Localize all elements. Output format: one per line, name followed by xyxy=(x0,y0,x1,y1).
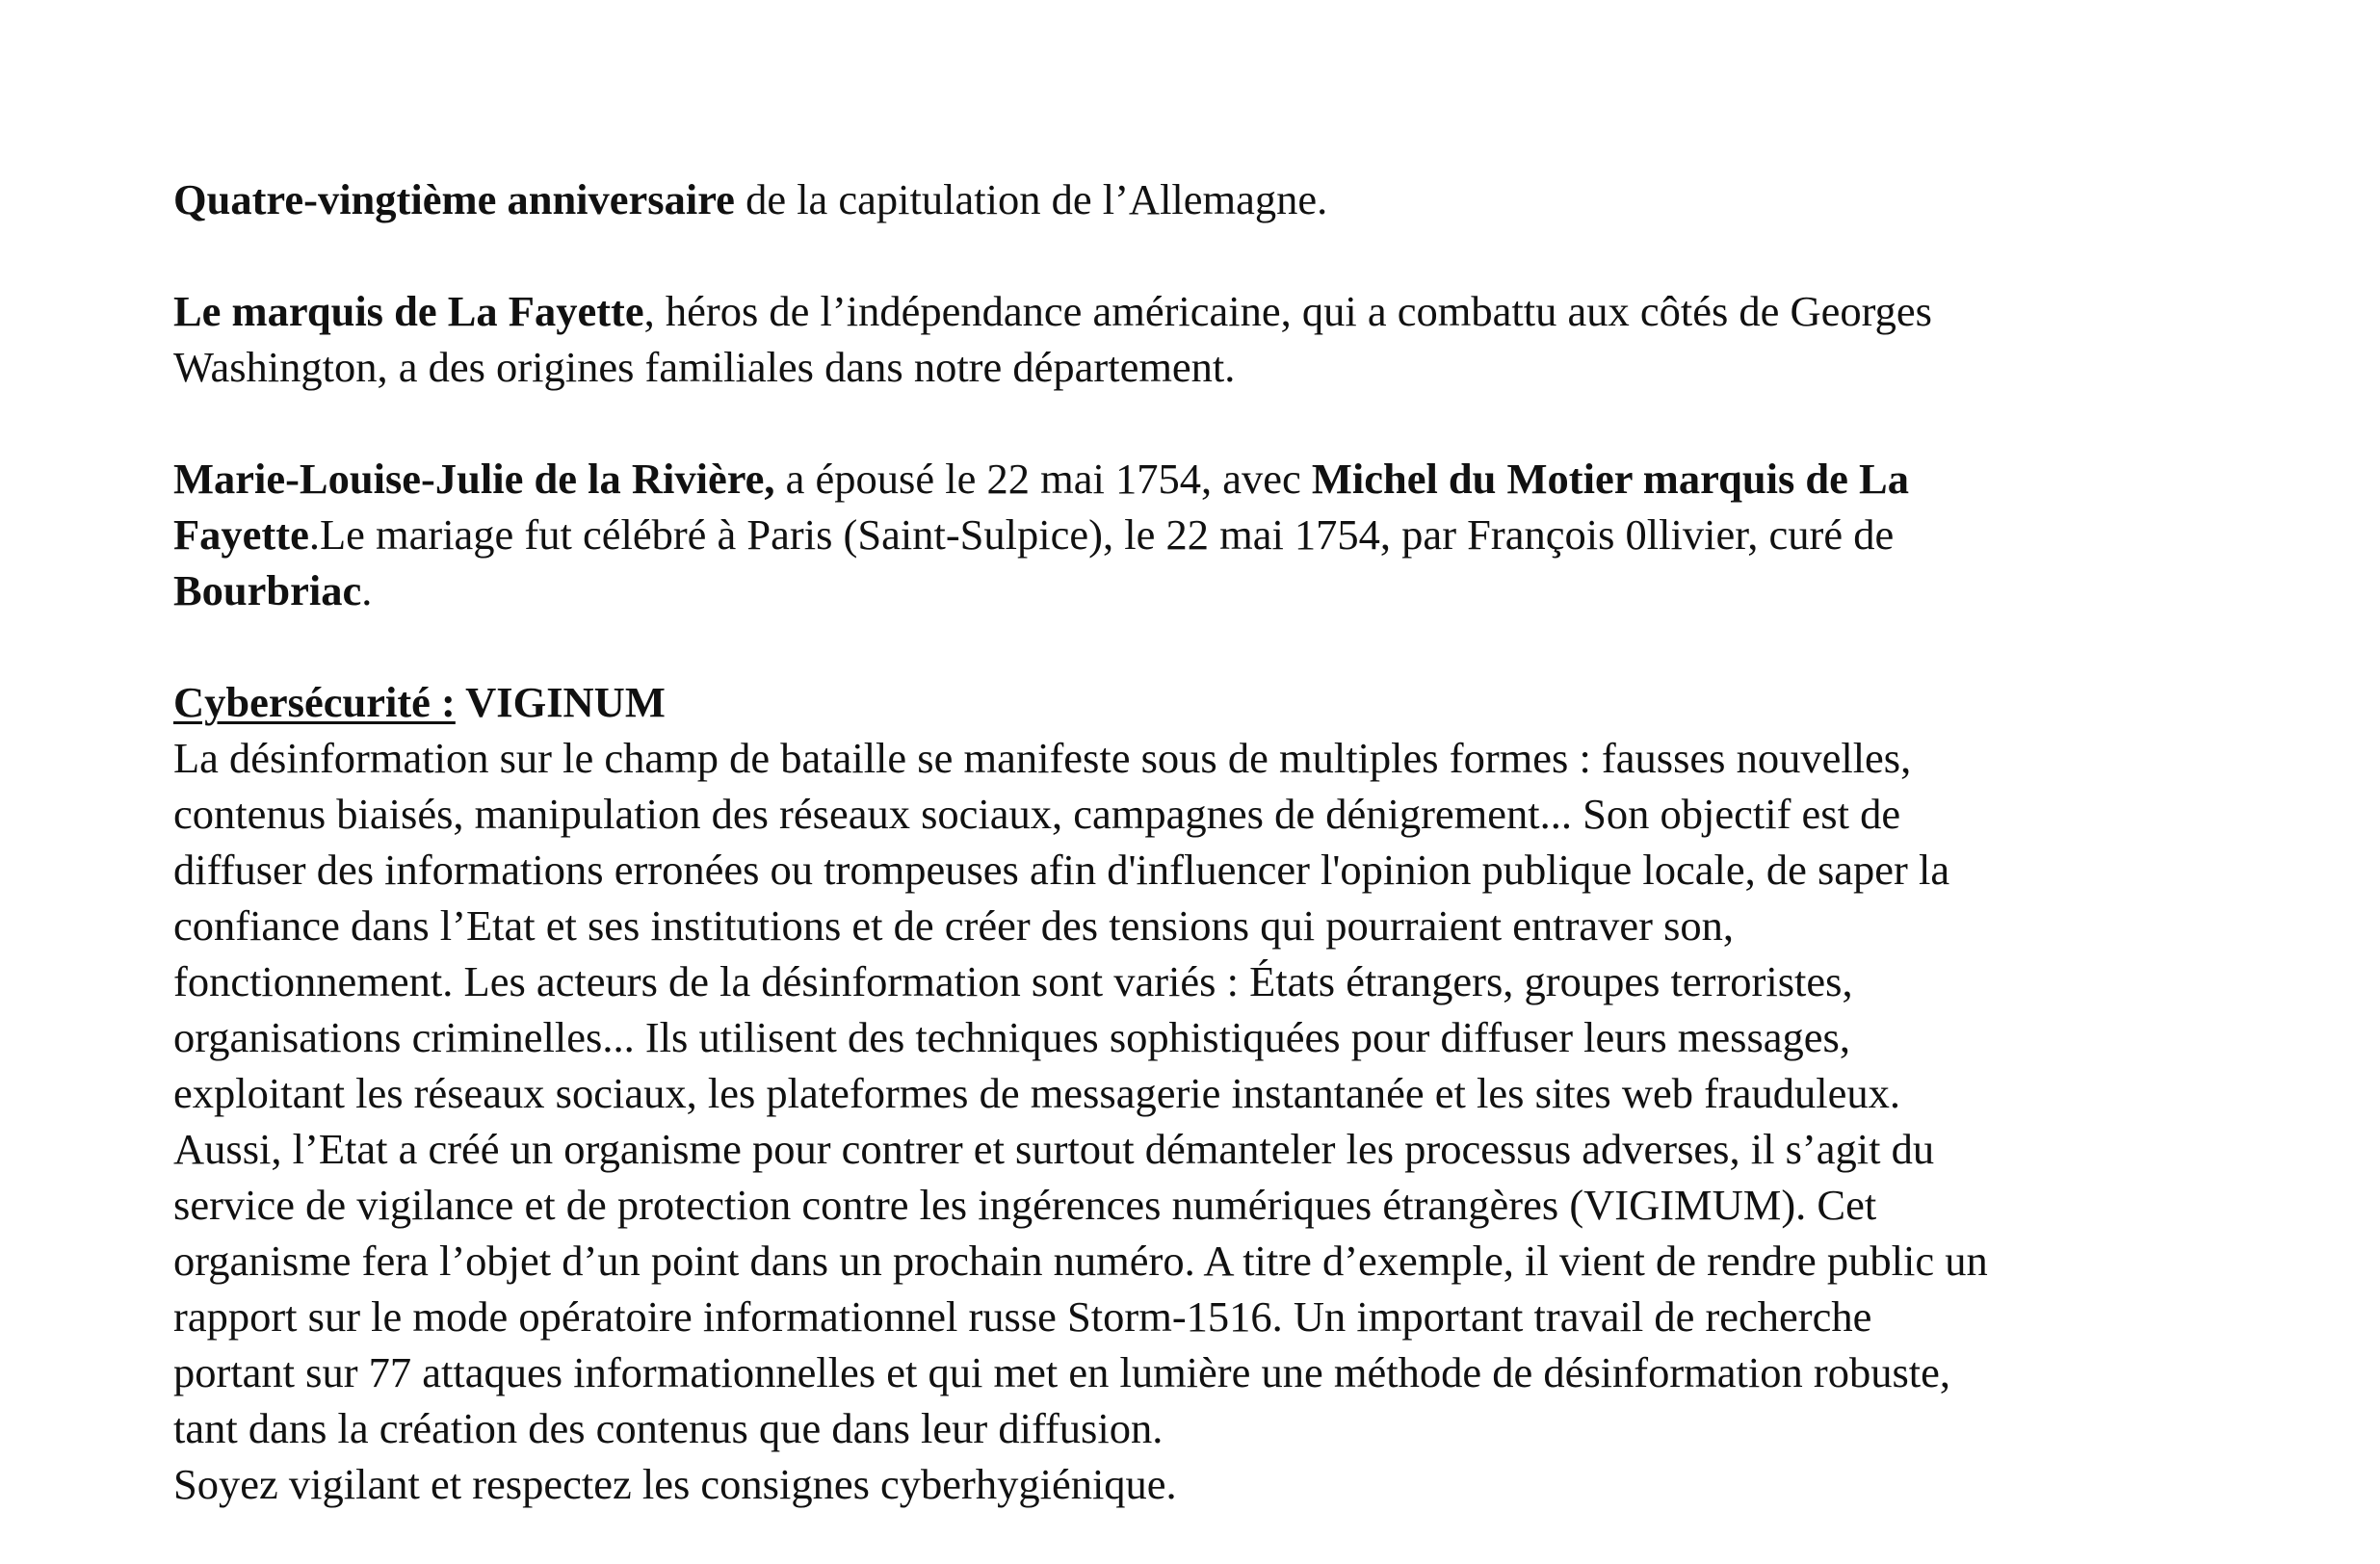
marriage-parish: Bourbriac xyxy=(173,566,362,614)
paragraph-lafayette xyxy=(173,283,2244,395)
marriage-bride-name: Marie-Louise-Julie de la Rivière, xyxy=(173,455,775,503)
lafayette-line-2: Washington, a des origines familiales dans notre département. xyxy=(173,343,1236,391)
paragraph-anniversary xyxy=(173,171,2244,227)
cybersecurity-line: organisme fera l’objet d’un point dans un prochain numéro. A titre d’exemple, il vient de rendre public un xyxy=(173,1237,1988,1285)
paragraph-gap xyxy=(173,395,2244,451)
anniversary-text: de la capitulation de l’Allemagne. xyxy=(734,175,1328,223)
marriage-groom-name: Michel du Motier marquis de La xyxy=(1311,455,1909,503)
marriage-line-3 xyxy=(173,562,2244,618)
document-page xyxy=(173,171,2244,1512)
cybersecurity-closing-line: Soyez vigilant et respectez les consignes cyberhygiénique. xyxy=(173,1460,1177,1508)
cybersecurity-line: portant sur 77 attaques informationnelles et qui met en lumière une méthode de désinformation robuste, xyxy=(173,1348,1951,1396)
cybersecurity-line: service de vigilance et de protection contre les ingérences numériques étrangères (VIGIMUM). Cet xyxy=(173,1181,1877,1229)
cybersecurity-line: contenus biaisés, manipulation des réseaux sociaux, campagnes de dénigrement... Son objectif est de xyxy=(173,790,1901,838)
cybersecurity-line: exploitant les réseaux sociaux, les plateformes de messagerie instantanée et les sites web frauduleux. xyxy=(173,1069,1900,1117)
lafayette-bold: Le marquis de La Fayette xyxy=(173,287,644,335)
paragraph-gap xyxy=(173,227,2244,283)
section-cybersecurity xyxy=(173,674,2244,1512)
anniversary-bold: Quatre-vingtième anniversaire xyxy=(173,175,735,223)
paragraph-gap xyxy=(173,618,2244,674)
cybersecurity-line: rapport sur le mode opératoire informationnel russe Storm-1516. Un important travail de recherche xyxy=(173,1292,1872,1341)
cybersecurity-line: tant dans la création des contenus que dans leur diffusion. xyxy=(173,1404,1164,1452)
cybersecurity-line: Aussi, l’Etat a créé un organisme pour contrer et surtout démanteler les processus adverses, il s’agit du xyxy=(173,1125,1935,1173)
cybersecurity-line: La désinformation sur le champ de bataille se manifeste sous de multiples formes : fausses nouvelles, xyxy=(173,734,1912,782)
marriage-text-2: .Le mariage fut célébré à Paris (Saint-Sulpice), le 22 mai 1754, par François 0llivier, curé de xyxy=(308,510,1895,559)
paragraph-marriage xyxy=(173,451,2244,618)
cybersecurity-heading-viginum: VIGINUM xyxy=(455,678,666,726)
marriage-line-2 xyxy=(173,507,2244,562)
marriage-text-3: . xyxy=(361,566,373,614)
lafayette-line-1 xyxy=(173,283,2244,339)
cybersecurity-line: organisations criminelles... Ils utilisent des techniques sophistiquées pour diffuser leurs messages, xyxy=(173,1013,1850,1061)
cybersecurity-heading xyxy=(173,674,2244,730)
cybersecurity-line: confiance dans l’Etat et ses institutions et de créer des tensions qui pourraient entraver son, xyxy=(173,901,1735,950)
cybersecurity-line: diffuser des informations erronées ou trompeuses afin d'influencer l'opinion publique locale, de saper la xyxy=(173,846,1950,894)
lafayette-text: , héros de l’indépendance américaine, qui a combattu aux côtés de Georges xyxy=(643,287,1932,335)
cybersecurity-heading-underlined: Cybersécurité : xyxy=(173,678,456,726)
marriage-text-1: a épousé le 22 mai 1754, avec xyxy=(774,455,1312,503)
marriage-line-1 xyxy=(173,451,2244,507)
cybersecurity-line: fonctionnement. Les acteurs de la désinformation sont variés : États étrangers, groupes terroristes, xyxy=(173,957,1853,1005)
marriage-groom-name-end: Fayette xyxy=(173,510,309,559)
